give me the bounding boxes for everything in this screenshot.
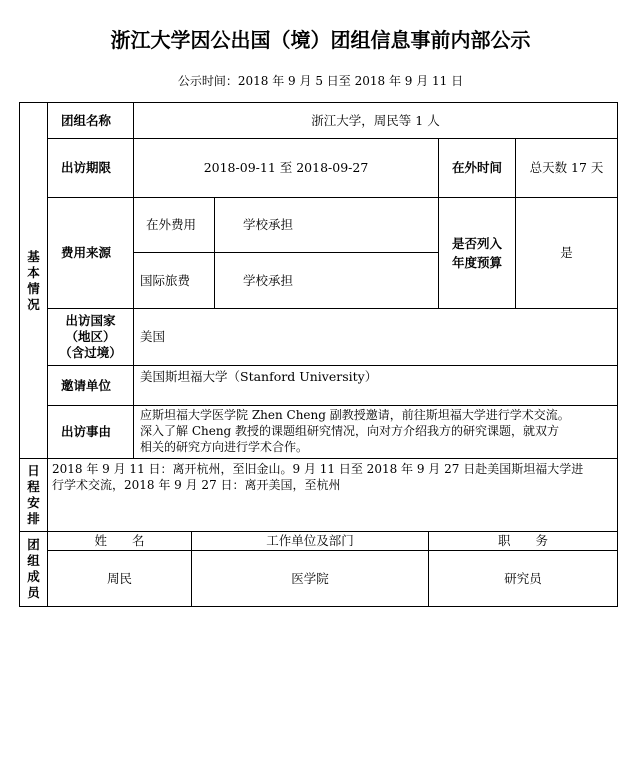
group-name-label: 团组名称	[61, 112, 112, 128]
abroad-time-label: 在外时间	[451, 160, 502, 175]
label-char: 团	[27, 537, 40, 552]
country-label-line: 出访国家	[65, 313, 116, 328]
funding-travel-label: 国际旅费	[140, 272, 191, 288]
page-title: 浙江大学因公出国（境）团组信息事前内部公示	[110, 28, 531, 52]
member-name: 周民	[106, 570, 132, 586]
inviter-label: 邀请单位	[61, 377, 112, 393]
inviter-value: 美国斯坦福大学（Stanford University）	[140, 369, 378, 384]
abroad-time-value: 总天数 17 天	[529, 160, 604, 175]
period-value: 2018-09-11 至 2018-09-27	[203, 160, 369, 175]
funding-label: 费用来源	[61, 245, 112, 260]
table-border-right	[617, 102, 618, 607]
reason-value	[134, 406, 617, 458]
label-char: 基	[27, 248, 40, 264]
members-header-title: 职 务	[497, 533, 548, 548]
schedule-section-label	[20, 459, 47, 531]
budget-label-line: 是否列入	[451, 235, 502, 251]
label-char: 情	[27, 280, 40, 296]
label-char: 组	[27, 553, 40, 568]
label-char: 安	[27, 495, 40, 510]
reason-line: 深入了解 Cheng 教授的课题组研究情况，向对方介绍我方的研究课题，就双方	[140, 424, 560, 438]
basic-info-section-label	[20, 103, 47, 458]
group-name-value: 浙江大学，周民等 1 人	[311, 112, 440, 128]
member-title: 研究员	[504, 570, 542, 586]
budget-label	[439, 198, 515, 308]
label-char: 员	[27, 585, 40, 600]
members-header-unit: 工作单位及部门	[266, 533, 354, 548]
funding-travel-value: 学校承担	[243, 272, 294, 288]
reason-line: 相关的研究方向进行学术合作。	[140, 440, 309, 454]
budget-value: 是	[560, 245, 573, 260]
schedule-value	[48, 459, 617, 531]
country-label-line: （地区）	[65, 329, 116, 344]
reason-label: 出访事由	[61, 424, 112, 439]
label-char: 日	[27, 463, 40, 478]
country-label-line: （含过境）	[59, 345, 122, 360]
budget-label-line: 年度预算	[451, 254, 502, 270]
reason-line: 应斯坦福大学医学院 Zhen Cheng 副教授邀请，前往斯坦福大学进行学术交流。	[140, 408, 570, 422]
period-label: 出访期限	[61, 160, 112, 175]
country-value: 美国	[140, 329, 166, 344]
table-border-bottom	[19, 606, 618, 607]
funding-abroad-label: 在外费用	[146, 217, 197, 232]
label-char: 成	[27, 569, 40, 584]
funding-abroad-value: 学校承担	[243, 217, 294, 232]
members-section-label	[20, 532, 47, 606]
schedule-line: 行学术交流，2018 年 9 月 27 日：离开美国，至杭州	[52, 478, 341, 492]
member-unit: 医学院	[291, 570, 329, 586]
label-char: 本	[27, 264, 40, 280]
label-char: 程	[27, 479, 40, 494]
schedule-line: 2018 年 9 月 11 日：离开杭州，至旧金山。9 月 11 日至 2018 年 9 月 27 日赴美国斯坦福大学进	[52, 462, 584, 476]
notice-time: 公示时间：2018 年 9 月 5 日至 2018 年 9 月 11 日	[177, 74, 464, 88]
members-header-name: 姓 名	[94, 533, 145, 548]
label-char: 况	[27, 296, 40, 312]
label-char: 排	[27, 511, 40, 526]
country-label	[48, 309, 133, 365]
